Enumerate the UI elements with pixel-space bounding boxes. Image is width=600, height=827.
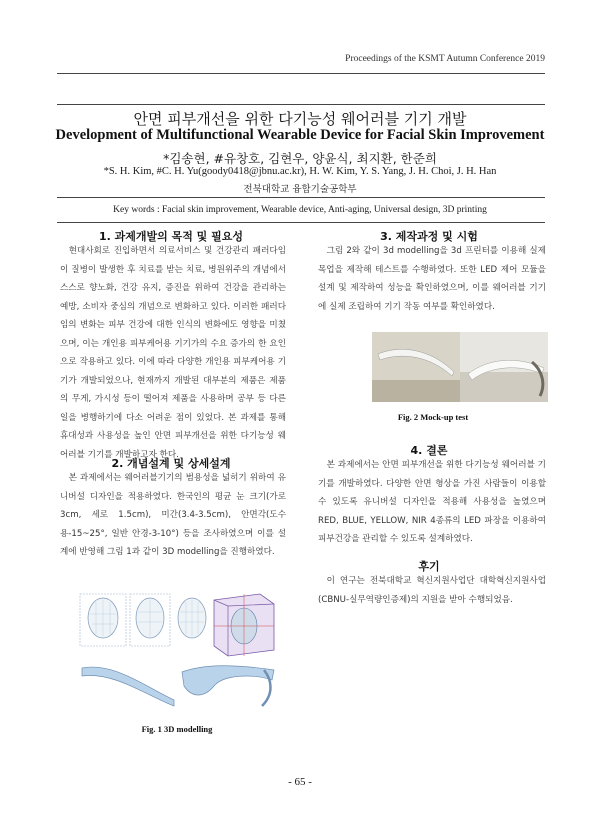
title-korean: 안면 피부개선을 위한 다기능성 웨어러블 기기 개발: [133, 110, 467, 128]
figure-1-caption: Fig. 1 3D modelling: [141, 724, 213, 734]
section-1-body: 현대사회로 진입하면서 의료서비스 및 건강관리 패러다임이 질병이 발생한 후 치료를 받는 치료, 병원위주의 개념에서 스스로 향노화, 건강 유지, 증진을 위하여 건강을 관리하는 예방, 소비자 중심의 개념으로 변화하고 있다. 이러한 패러다임의 변화는 피부 건강에 대한 인식의 변화에도 영향을 미쳤으며, 이는 개인용 피부케어용 기기가의 수요 증가의 한 요인으로 작용하고 있다. 이에 따라 다양한 개인용 피부케어용 기기가 개발되었으나, 현재까지 개발된 대부분의 제품은 제품의 무게, 가시성 등이 떨어져 제품을 사용하며 공부 등 다른 일을 병행하기에 다소 어려운 점이 있었다. 본 과제를 통해 휴대성과 사용성을 높인 안면 피부개선을 위한 다기능성 웨어러블 기기를 개발하고자 한다.: [60, 246, 286, 460]
title-english: Development of Multifunctional Wearable Device for Facial Skin Improvement: [55, 127, 545, 143]
mockup-photo-left: [372, 332, 460, 402]
figure-2-image: [372, 332, 548, 402]
authors-english: *S. H. Kim, #C. H. Yu(goody0418@jbnu.ac.kr), H. W. Kim, Y. S. Yang, J. H. Choi, J. H. Han: [103, 166, 497, 177]
section-3-heading: 3. 제작과정 및 시험: [380, 230, 478, 243]
acknowledgement-heading: 후기: [418, 560, 440, 573]
head-model-front: [80, 594, 126, 646]
section-3-body: 그림 2와 같이 3d modelling을 3d 프린터를 이용해 실제 목업을 제작해 테스트를 수행하였다. 또한 LED 제어 모듈을 설계 및 제작하여 성능을 확인하였으며, 이를 웨어러블 기기에 실제 조립하여 기기 작동 여부를 확인하였다.: [318, 246, 546, 312]
section-4-heading: 4. 결론: [410, 444, 448, 457]
section-2-body: 본 과제에서는 웨어러블기기의 범용성을 넓히기 위하여 유니버설 디자인을 적용하였다. 한국인의 평균 눈 크기(가로 3cm, 세로 1.5cm), 미간(3.4-3.5cm), 안면각(도수용-15~25°, 일반 안경-3-10°) 등을 조사하였으며 이를 설계에 반영해 그림 1과 같이 3D modelling을 진행하였다.: [60, 473, 286, 557]
affiliation: 전북대학교 융합기술공학부: [243, 184, 357, 195]
figure-1-image: [74, 590, 282, 714]
conference-name: Proceedings of the KSMT Autumn Conference 2019: [345, 54, 545, 64]
head-model-angle: [178, 598, 206, 638]
mockup-photo-right: [460, 332, 548, 402]
section-4-body: 본 과제에서는 안면 피부개선을 위한 다기능성 웨어러블 기기를 개발하였다. 다양한 안면 형상을 가진 사람들이 이용할 수 있도록 유니버설 디자인을 적용해 사용성을 높였으며 RED, BLUE, YELLOW, NIR 4종류의 LED 파장을 이용하여 피부건강을 관리할 수 있도록 설계하였다.: [318, 460, 546, 544]
page-number: - 65 -: [288, 776, 312, 788]
section-2-heading: 2. 개념설계 및 상세설계: [111, 457, 231, 470]
device-model-front: [182, 666, 274, 706]
keywords-rule-bottom: [57, 222, 545, 223]
keywords-rule-top: [57, 197, 545, 198]
header-rule-title: [57, 104, 545, 105]
keywords: Key words : Facial skin improvement, Wearable device, Anti-aging, Universal design, 3D printing: [113, 205, 487, 215]
head-model-side: [130, 594, 170, 646]
section-1-heading: 1. 과제개발의 목적 및 필요성: [98, 230, 244, 243]
header-rule-top: [57, 73, 545, 74]
acknowledgement-body: 이 연구는 전북대학교 혁신지원사업단 대학혁신지원사업(CBNU-실무역량인증제)의 지원을 받아 수행되었음.: [318, 576, 546, 605]
device-model-side: [82, 667, 174, 706]
head-model-cube: [214, 594, 274, 656]
authors-korean: *김송현, #유창호, 김현우, 양윤식, 최지환, 한준희: [163, 151, 437, 166]
figure-2-caption: Fig. 2 Mock-up test: [397, 412, 469, 422]
